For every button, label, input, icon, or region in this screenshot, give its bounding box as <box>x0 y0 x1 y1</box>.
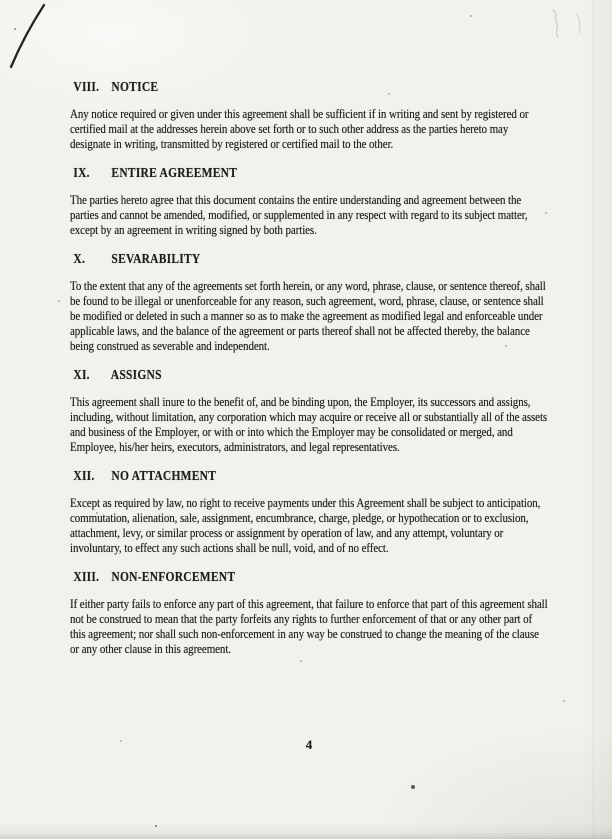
section-body-text: To the extent that any of the agreements set forth herein, or any word, phrase, clause, or sentence thereof, shall be found to be illegal or unenforceable for any reason, such agreement, word, phrase, clause, or sentence shall be modified or deleted in such a manner so as to make the agreement as modified legal and enforceable under applicable laws, and the balance of the agreement or parts thereof shall not be affected thereby, the balance being construed as severable and independent. <box>70 279 546 353</box>
section-numeral: VIII. <box>73 79 100 94</box>
section-title: NON-ENFORCEMENT <box>111 569 236 584</box>
page-number: 4 <box>305 737 313 752</box>
section-heading <box>70 469 548 483</box>
section-body-text: This agreement shall inure to the benefit of, and be binding upon, the Employer, its successors and assigns, including, without limitation, any corporation which may acquire or receive all or substantially all of the assets and business of the Employer, or with or into which the Employer may be consolidated or merged, and Employee, his/her heirs, executors, administrators, and legal representatives. <box>70 395 548 454</box>
section-title: NO ATTACHMENT <box>111 468 217 483</box>
section-body-text: Except as required by law, no right to receive payments under this Agreement shall be subject to anticipation, commutation, alienation, sale, assignment, encumbrance, charge, pledge, or hypothecation or to exclusion, attachment, levy, or similar process or assignment by operation of law, and any attempt, voluntary or involuntary, to effect any such actions shall be null, void, and of no effect. <box>70 496 541 555</box>
section-title: NOTICE <box>111 79 159 94</box>
pencil-scribble-icon <box>525 2 605 47</box>
section-numeral: X. <box>73 251 86 266</box>
section-body-text: Any notice required or given under this agreement shall be sufficient if in writing and sent by registered or certified mail at the addresses herein above set forth or to such other address as the parties hereto may designate in writing, transmitted by registered or certified mail to the other. <box>70 107 529 151</box>
section-body-text: If either party fails to enforce any part of this agreement, that failure to enforce that part of this agreement shall not be construed to mean that the party forfeits any rights to further enforcement of that or any other part of this agreement; nor shall such non-enforcement in any way be construed to change the meaning of the clause or any other clause in this agreement. <box>70 597 548 656</box>
section-heading <box>70 166 548 180</box>
section-title: ASSIGNS <box>110 367 162 382</box>
section-numeral: XIII. <box>73 569 100 584</box>
section-heading <box>70 368 548 382</box>
pen-slash-mark-icon <box>0 0 70 80</box>
section-assigns <box>70 368 548 455</box>
document-body <box>70 80 548 671</box>
section-severability <box>70 252 548 354</box>
section-heading <box>70 80 548 94</box>
section-numeral: IX. <box>73 165 90 180</box>
scan-crease-line <box>593 0 594 839</box>
section-numeral: XII. <box>73 468 95 483</box>
section-no-attachment <box>70 469 548 556</box>
section-non-enforcement <box>70 570 548 657</box>
section-notice <box>70 80 548 152</box>
section-numeral: XI. <box>73 367 90 382</box>
section-title: ENTIRE AGREEMENT <box>111 165 238 180</box>
section-entire-agreement <box>70 166 548 238</box>
section-title: SEVARABILITY <box>111 251 201 266</box>
section-body-text: The parties hereto agree that this document contains the entire understanding and agreement between the parties and cannot be amended, modified, or supplemented in any respect with regard to its subject matter, except by an agreement in writing signed by both parties. <box>70 193 528 237</box>
section-heading <box>70 252 548 266</box>
section-heading <box>70 570 548 584</box>
